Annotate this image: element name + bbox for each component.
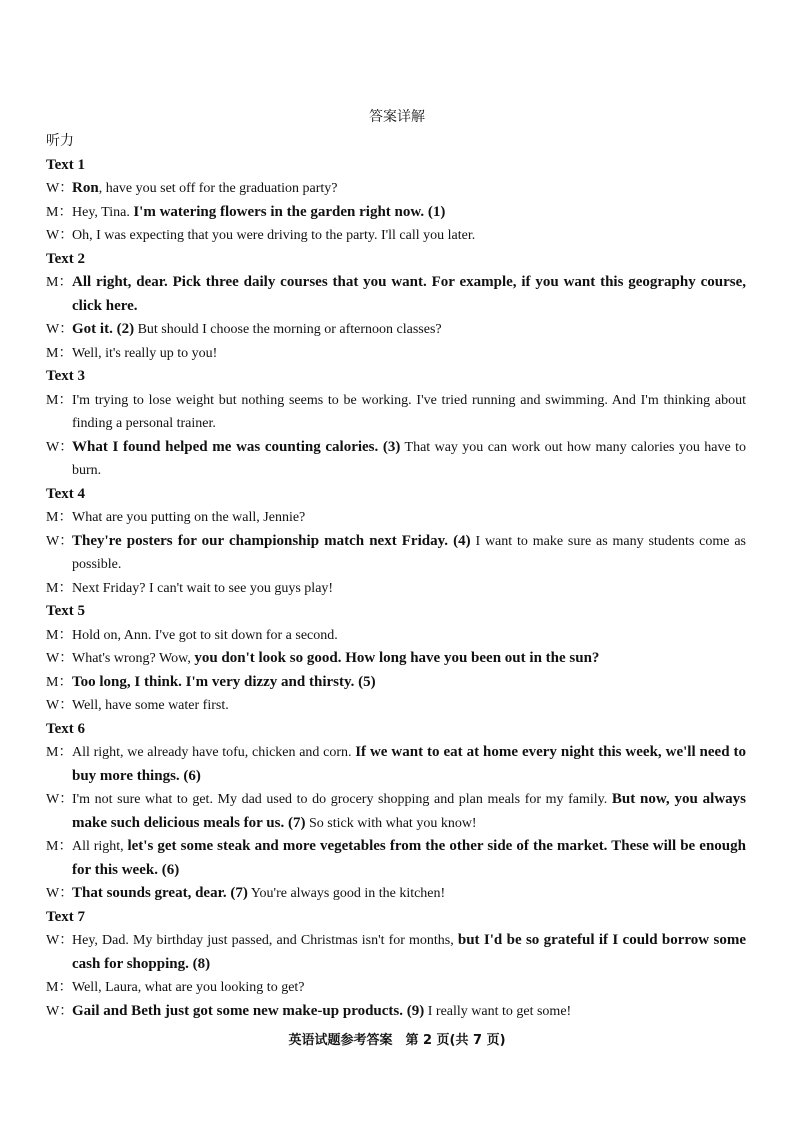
- dialogue-line: [46, 318, 746, 342]
- answer-key-text: But now, you always make such delicious meals for us. (7): [72, 791, 747, 831]
- speaker-label: M：: [46, 510, 73, 525]
- answer-content: [46, 130, 746, 1023]
- dialogue-line: [46, 882, 746, 906]
- answer-key-text: That sounds great, dear. (7): [72, 885, 248, 901]
- speaker-label: M：: [46, 674, 73, 690]
- utterance: [72, 224, 746, 248]
- dialogue-line: [46, 647, 746, 671]
- speaker-label: W：: [46, 886, 74, 901]
- utterance: [72, 835, 746, 882]
- dialogue-line: [46, 788, 746, 835]
- speaker-label: W：: [46, 651, 74, 666]
- dialogue-text: All right, we already have tofu, chicken and corn.: [72, 745, 356, 760]
- dialogue-text: Oh, I was expecting that you were driving to the party. I'll call you later.: [72, 228, 476, 243]
- utterance: [72, 882, 746, 906]
- dialogue-text: I'm trying to lose weight but nothing seems to be working. I've tried running and swimming. And I'm thinking about finding a personal trainer.: [72, 392, 746, 431]
- dialogue-line: [46, 342, 746, 366]
- utterance: [72, 647, 746, 671]
- utterance: [72, 577, 746, 601]
- speaker-label: W：: [46, 698, 74, 713]
- text-heading: Text 1: [46, 156, 86, 173]
- dialogue-line: [46, 201, 746, 225]
- speaker-label: W：: [46, 322, 74, 337]
- dialogue-line: [46, 389, 746, 436]
- utterance: [72, 271, 746, 318]
- answer-key-text: They're posters for our championship match next Friday. (4): [72, 532, 471, 549]
- utterance: [72, 694, 746, 718]
- utterance: [72, 1000, 746, 1024]
- speaker-label: M：: [46, 745, 73, 760]
- answer-key-text: you don't look so good. How long have you been out in the sun?: [194, 650, 600, 666]
- utterance: [72, 976, 746, 1000]
- dialogue-text: What are you putting on the wall, Jennie?: [72, 510, 306, 525]
- text-heading: Text 6: [46, 720, 86, 737]
- dialogue-line: [46, 624, 746, 648]
- answer-key-text: but I'd be so grateful if I could borrow some cash for shopping. (8): [72, 932, 746, 972]
- utterance: [72, 177, 746, 201]
- page-title: 答案详解: [369, 109, 425, 125]
- text-heading: Text 4: [46, 485, 86, 502]
- dialogue-line: [46, 694, 746, 718]
- speaker-label: M：: [46, 580, 73, 596]
- speaker-label: W：: [46, 439, 74, 455]
- dialogue-text: I really want to get some!: [424, 1003, 572, 1019]
- answer-key-text: Too long, I think. I'm very dizzy and thirsty. (5): [72, 673, 376, 690]
- dialogue-text: Well, Laura, what are you looking to get?: [72, 980, 305, 995]
- dialogue-text: You're always good in the kitchen!: [247, 886, 446, 901]
- dialogue-line: [46, 271, 746, 318]
- text-heading: Text 5: [46, 603, 86, 619]
- dialogue-text: That way you can work out how many calories you have to burn.: [72, 439, 746, 478]
- dialogue-text: Well, it's really up to you!: [72, 345, 218, 361]
- text-heading: Text 3: [46, 368, 86, 384]
- answer-key-text: All right, dear. Pick three daily courses that you want. For example, if you want this geography course, click here.: [72, 274, 746, 314]
- dialogue-line: [46, 835, 746, 882]
- dialogue-line: [46, 929, 746, 976]
- speaker-label: W：: [46, 181, 74, 196]
- dialogue-text: Hey, Dad. My birthday just passed, and Christmas isn't for months,: [72, 933, 458, 948]
- utterance: [72, 201, 746, 225]
- utterance: [72, 671, 746, 695]
- answer-key-text: Ron: [72, 180, 99, 196]
- utterance: [72, 389, 746, 436]
- dialogue-line: [46, 506, 746, 530]
- dialogue-line: [46, 177, 746, 201]
- dialogue-line: [46, 976, 746, 1000]
- answer-key-text: Got it. (2): [72, 321, 135, 337]
- answer-key-text: let's get some steak and more vegetables from the other side of the market. These will be enough for this week. (6): [72, 838, 746, 878]
- dialogue-text: , have you set off for the graduation party?: [98, 181, 338, 196]
- utterance: [72, 788, 746, 835]
- utterance: [72, 624, 746, 648]
- dialogue-text: I want to make sure as many students come as possible.: [72, 533, 747, 572]
- speaker-label: M：: [46, 839, 73, 854]
- dialogue-text: Well, have some water first.: [72, 698, 229, 713]
- utterance: [72, 929, 746, 976]
- dialogue-line: [46, 741, 746, 788]
- speaker-label: W：: [46, 792, 74, 807]
- dialogue-text: All right,: [72, 839, 128, 854]
- speaker-label: W：: [46, 933, 74, 948]
- text-heading: Text 2: [46, 250, 86, 267]
- dialogue-text: Hold on, Ann. I've got to sit down for a second.: [72, 627, 338, 643]
- speaker-label: W：: [46, 533, 74, 549]
- speaker-label: M：: [46, 275, 73, 290]
- speaker-label: W：: [46, 1003, 74, 1019]
- answer-key-text: I'm watering flowers in the garden right now. (1): [133, 203, 446, 220]
- utterance: [72, 741, 746, 788]
- utterance: [72, 342, 746, 366]
- dialogue-line: [46, 224, 746, 248]
- speaker-label: M：: [46, 627, 73, 643]
- speaker-label: M：: [46, 392, 73, 408]
- utterance: [72, 506, 746, 530]
- text-heading: Text 7: [46, 908, 86, 925]
- dialogue-line: [46, 1000, 746, 1024]
- dialogue-line: [46, 436, 746, 483]
- dialogue-text: So stick with what you know!: [305, 815, 477, 831]
- dialogue-text: Next Friday? I can't wait to see you guys play!: [72, 580, 334, 596]
- dialogue-text: I'm not sure what to get. My dad used to do grocery shopping and plan meals for my family.: [72, 792, 612, 807]
- answer-key-text: If we want to eat at home every night this week, we'll need to buy more things. (6): [72, 744, 746, 784]
- section-heading: 听力: [46, 133, 74, 149]
- dialogue-line: [46, 671, 746, 695]
- speaker-label: W：: [46, 228, 74, 243]
- dialogue-line: [46, 530, 746, 577]
- dialogue-text: But should I choose the morning or afternoon classes?: [134, 322, 442, 337]
- utterance: [72, 530, 746, 577]
- utterance: [72, 318, 746, 342]
- dialogue-line: [46, 577, 746, 601]
- dialogue-text: What's wrong? Wow,: [72, 651, 195, 666]
- page-footer: 英语试题参考答案 第 2 页(共 7 页): [288, 1033, 506, 1048]
- speaker-label: M：: [46, 204, 73, 220]
- answer-key-text: Gail and Beth just got some new make-up products. (9): [72, 1002, 425, 1019]
- utterance: [72, 436, 746, 483]
- answer-key-text: What I found helped me was counting calories. (3): [72, 438, 401, 455]
- dialogue-text: Hey, Tina.: [72, 204, 134, 220]
- speaker-label: M：: [46, 345, 73, 361]
- speaker-label: M：: [46, 980, 73, 995]
